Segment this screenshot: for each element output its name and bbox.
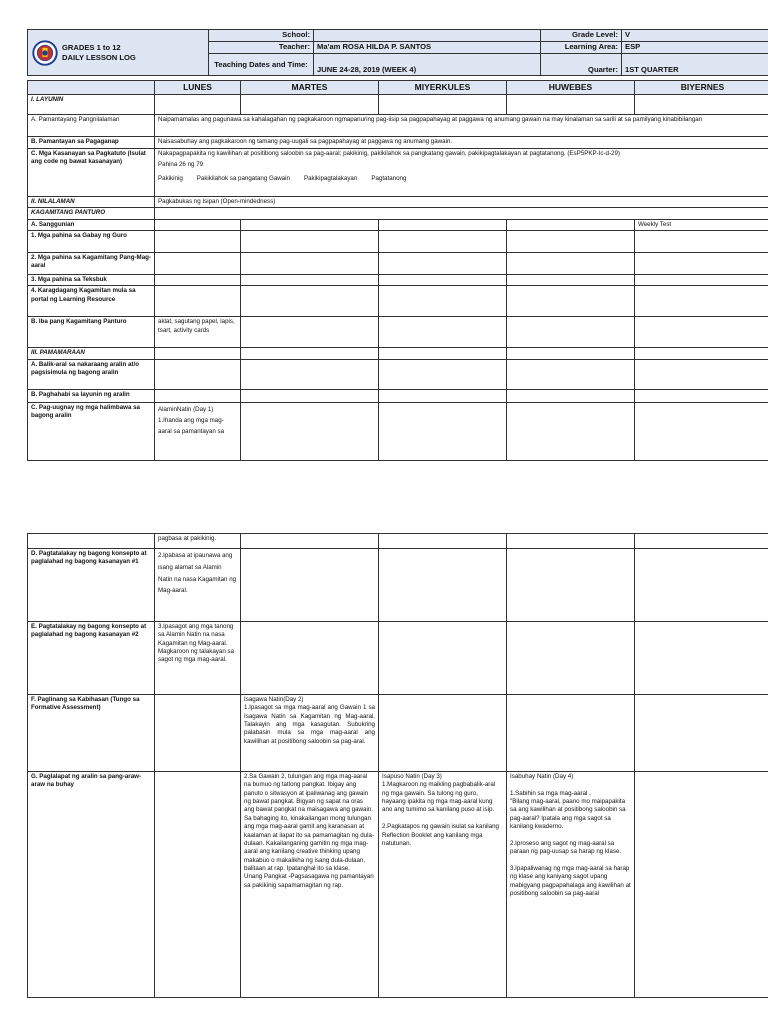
grade-label: Grade Level:	[541, 30, 622, 42]
e-label: E. Pagtatalakay ng bagong konsepto at paglalahad ng bagong kasanayan #2	[28, 622, 155, 695]
logo-line1: GRADES 1 to 12	[62, 42, 121, 52]
pamamaraan-label: III. PAMAMARAAN	[28, 348, 155, 359]
f-label: F. Paglinang sa Kabihasan (Tungo sa Formative Assessment)	[28, 695, 155, 772]
kasanayan-sub-2: Pakikilahok sa pangatang Gawain	[196, 174, 290, 182]
pagaganap-text: Naisasabuhay ang pagkakaroon ng tamang pag-uugali sa pagpapahayag at paggawa ng anumang gawain.	[155, 137, 768, 148]
school-label: School:	[209, 30, 314, 42]
iba-text: aklat, sagutang papel, lapis, tsart, activity cards	[155, 317, 241, 348]
teacher-value: Ma'am ROSA HILDA P. SANTOS	[314, 42, 541, 54]
kasanayan-cell	[155, 148, 768, 196]
kasanayan-text: Nakapagpapakita ng kawilihan at positibong saloobin sa pag-aaral; pakikinig, pakikilahok sa pangkatang gawain, pakikipagtalakayan at pagtatanong. (EsP5PKP-Ic-d-29)	[158, 149, 620, 157]
pamantayang-label: A. Pamantayang Pangnilalaman	[28, 115, 155, 137]
school-value	[314, 30, 541, 42]
kasanayan-pages: Pahina 26 ng 79	[158, 161, 204, 169]
teksbuk-label: 3. Mga pahina sa Teksbuk	[28, 274, 155, 285]
teacher-label: Teacher:	[209, 42, 314, 54]
kagamitan-pang-label: 2. Mga pahina sa Kagamitang Pang-Mag-aaral	[28, 252, 155, 274]
kasanayan-sub-3: Pakikipagtalakayan	[303, 174, 358, 182]
quarter-label: Quarter:	[541, 54, 622, 76]
kasanayan-sub-4: Pagtatanong	[371, 174, 407, 182]
paguugnay-label: C. Pag-uugnay ng mga halimbawa sa bagong aralin	[28, 402, 155, 460]
paghahabi-label: B. Paghahabi sa layunin ng aralin	[28, 389, 155, 402]
day-martes: MARTES	[241, 81, 379, 95]
dates-value: JUNE 24-28, 2019 (WEEK 4)	[314, 54, 541, 76]
lesson-table-page2	[27, 533, 768, 998]
lesson-table-page1	[27, 80, 768, 461]
kasanayan-label: C. Mga Kasanayan sa Pagkatuto (Isulat ang code ng bawat kasanayan)	[28, 148, 155, 196]
area-label: Learning Area:	[541, 42, 622, 54]
deped-seal-icon	[31, 40, 59, 66]
day-biyernes: BIYERNES	[635, 81, 768, 95]
g-martes: 2.Sa Gawain 2, tulungan ang mga mag-aaral na bumuo ng tatlong pangkat. Ibigay ang panuto o sitwasyon at ipaliwanag ang gawain ng bawat pangkat. Bigyan ng sapat na oras ang bawat pangkat na maisagawa ang gawain. Sa bahaging ito, kinakailangan mong tulungan ang mga mag-aaral gamit ang karanasan at kaalaman at ilapat ito sa pamamagitan ng dula-dulaan. Kakailanganing gamitin ng mga mag-aaral ang kanilang creative thinking upang makabuo o makalikha ng isang dula-dulaan, balitaan at rap. Ipatanghal ito sa klase. Unang Pangkat -Pagsasagawa ng pamantayan sa pakikinig sapamamagitan ng rap.	[241, 772, 379, 998]
gabay-label: 1. Mga pahina sa Gabay ng Guro	[28, 230, 155, 252]
d-text: 2.Ipabasa at ipaunawa ang isang alamat sa Alamin Natin na nasa Kagamitan ng Mag-aaral.	[155, 549, 241, 622]
grade-value: V	[622, 30, 768, 42]
sanggunian-label: A. Sanggunian	[28, 219, 155, 230]
header-table	[27, 29, 768, 76]
cont-text: pagbasa at pakikinig.	[155, 534, 241, 549]
e-text: 3.Ipasagot ang mga tanong sa Alamin Natin na nasa Kagamitan ng Mag-aaral. Magkaroon ng talakayan sa sagot ng mga mag-aaral.	[155, 622, 241, 695]
quarter-value: 1ST QUARTER	[622, 54, 768, 76]
day-miyerkules: MIYERKULES	[379, 81, 507, 95]
logo-line2: DAILY LESSON LOG	[62, 52, 136, 62]
layunin-label: I. LAYUNIN	[28, 95, 155, 115]
day-lunes: LUNES	[155, 81, 241, 95]
kasanayan-sub-1: Pakikinig	[158, 174, 183, 182]
g-huwebes: Isabuhay Natin (Day 4) 1.Sabihin sa mga mag-aaral , "Bilang mag-aaral, paano mo maipapakita sa ang kawilihan at positibong saloobin sa pag-aaral? Ipatala ang mga sagot sa kanilang kwaderno. 2.Iproseso ang sagot ng mag-aaral sa paraan ng pag-uusap sa harap ng klase. 3.Ipapaliwanag ng mga mag-aaral sa harap ng klase ang kaniyang sagot upang mabigyang pagpapahalaga ang kawilihan at positibong saloobin sa pag-aaral	[507, 772, 635, 998]
paguugnay-text: AlaminNatin (Day 1) 1.Ihanda ang mga mag-aaral sa pamantayan sa	[155, 402, 241, 460]
area-value: ESP	[622, 42, 768, 54]
balik-label: A. Balik-aral sa nakaraang aralin at/o pagsisimula ng bagong aralin	[28, 359, 155, 389]
karagdagang-label: 4. Karagdagang Kagamitan mula sa portal ng Learning Resource	[28, 286, 155, 317]
weekly-test: Weekly Test	[635, 219, 768, 230]
day-huwebes: HUWEBES	[507, 81, 635, 95]
kagamitan-label: KAGAMITANG PANTURO	[28, 208, 155, 219]
d-label: D. Pagtatalakay ng bagong konsepto at paglalahad ng bagong kasanayan #1	[28, 549, 155, 622]
f-text: Isagawa Natin(Day 2) 1.Ipasagot sa mga mag-aaral ang Gawain 1 sa Isagawa Natin sa Kagamitan ng Mag-aaral. Talakayin ang mga kasagutan. Subukring palabasin mula sa mga mag-aaral ang kawilihan at positibong saloobin sa pag-aral.	[241, 695, 379, 772]
logo-cell	[28, 30, 209, 76]
dates-label: Teaching Dates and Time:	[209, 54, 314, 76]
g-label: G. Paglalapat ng aralin sa pang-araw-araw na buhay	[28, 772, 155, 998]
pagaganap-label: B. Pamantayan sa Pagaganap	[28, 137, 155, 148]
nilalaman-text: Pagkabukas ng Isipan (Open-mindedness)	[155, 196, 768, 207]
nilalaman-label: II. NILALAMAN	[28, 196, 155, 207]
g-miyerkules: Isapuso Natin (Day 3) 1.Magkaroon ng maikling pagbabalik-aral ng mga gawain. Sa tulong ng guro, hayaang ipakita ng mga mag-aaral kung ano ang tumimo sa kanilang puso at isip. 2.Pagkatapos ng gawain isulat sa kanilang Reflection Booklet ang kanilang mga natutunan.	[379, 772, 507, 998]
pamantayang-text: Naipamamalas ang pagunawa sa kahalagahan ng pagkakaroon ngmapanuring pag-iisip sa pagpapahayag at paggawa ng anumang gawain na may kinalaman sa sarili at sa pamilyang kinabibilangan	[155, 115, 768, 137]
iba-label: B. Iba pang Kagamitang Panturo	[28, 317, 155, 348]
